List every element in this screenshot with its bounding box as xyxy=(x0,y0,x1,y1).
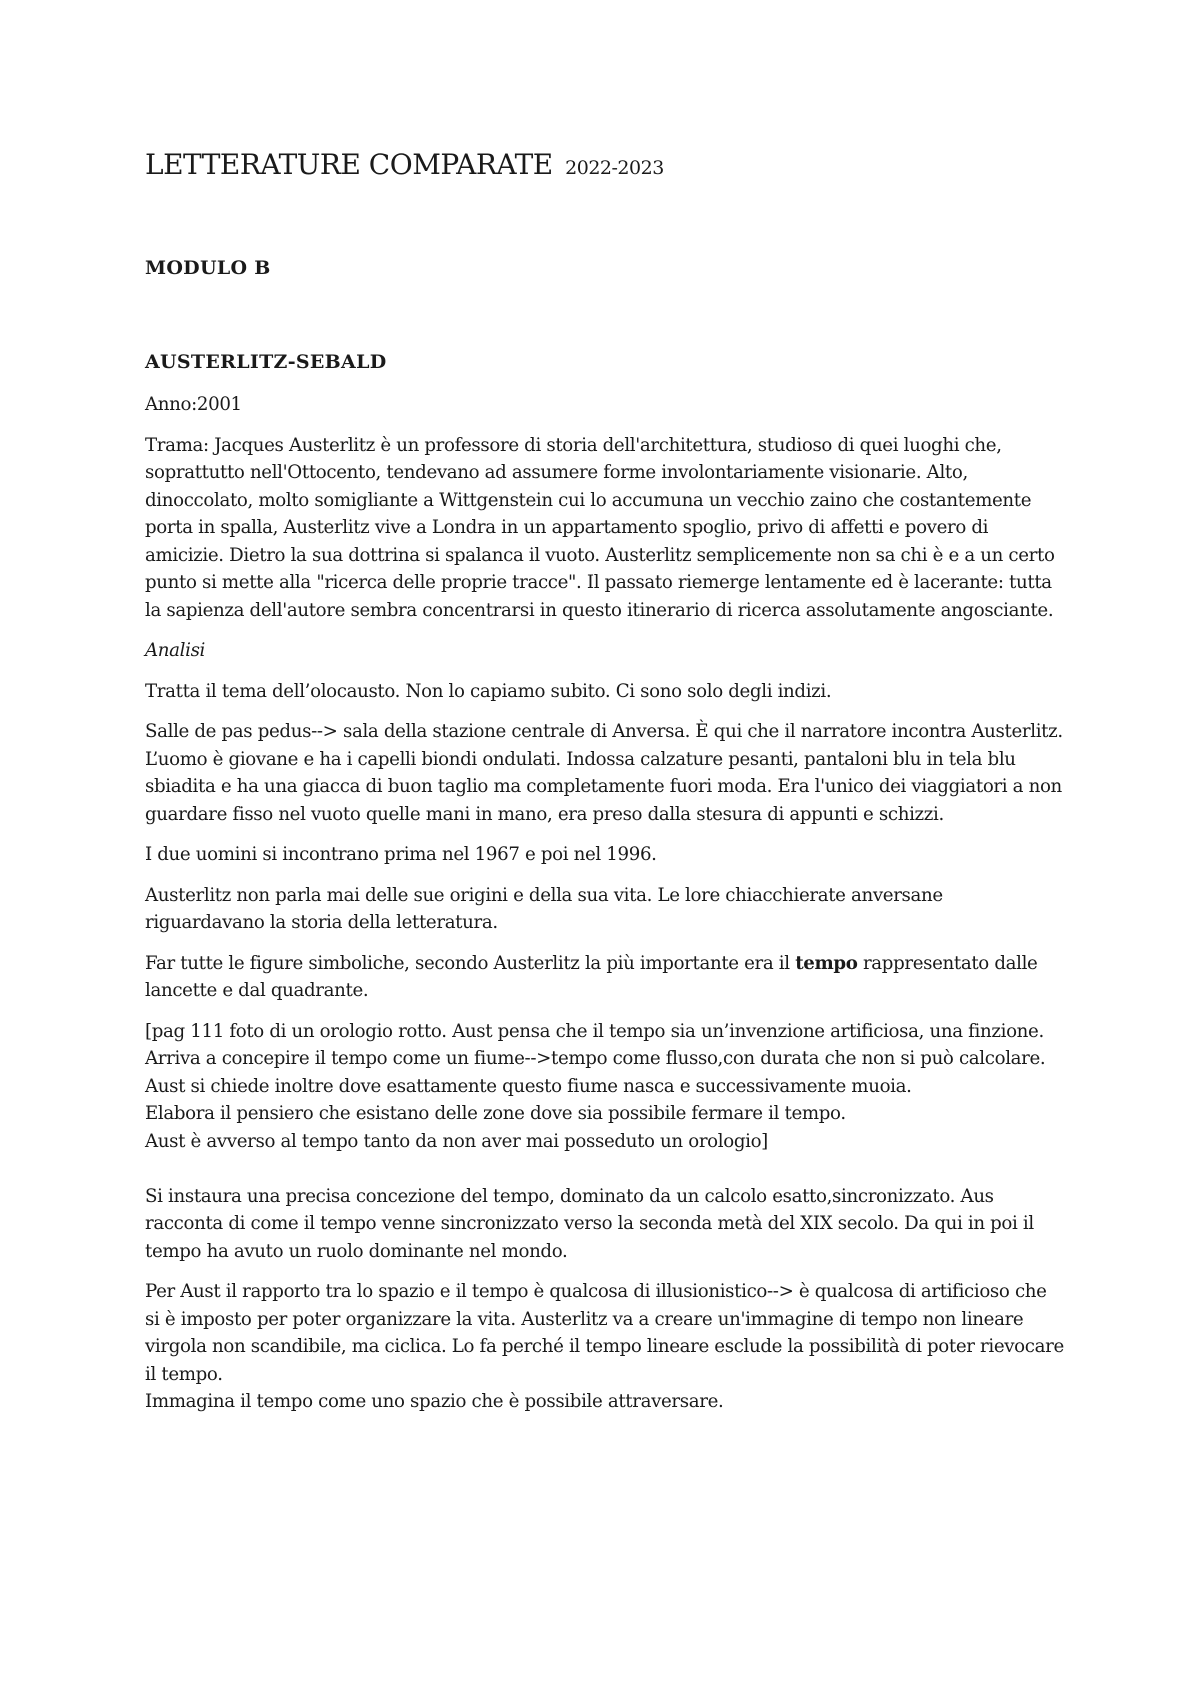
title-text: LETTERATURE COMPARATE xyxy=(145,148,553,181)
symbols-bold-term: tempo xyxy=(795,952,858,974)
clock-note-line-1: [pag 111 foto di un orologio rotto. Aust pensa che il tempo sia un’invenzione artificiosa, una finzione. Arriva a concepire il tempo come un fiume-->tempo come flusso,con durata che non si può calcolare. Aust si chiede inoltre dove esattamente questo fiume nasca e successivamente muoia. xyxy=(145,1020,1046,1097)
clock-note-line-2: Elabora il pensiero che esistano delle zone dove sia possibile fermare il tempo. xyxy=(145,1103,846,1124)
document-title xyxy=(145,148,1065,181)
paragraph-holocaust: Tratta il tema dell’olocausto. Non lo capiamo subito. Ci sono solo degli indizi. xyxy=(145,680,832,702)
symbols-text-before: Far tutte le figure simboliche, secondo Austerlitz la più importante era il xyxy=(145,952,796,974)
paragraph-clock-note xyxy=(145,1018,1065,1156)
symbols-text-after: rappresentato dalle lancette e dal quadrante. xyxy=(145,952,1038,1001)
paragraph-synchronization: Si instaura una precisa concezione del tempo, dominato da un calcolo esatto,sincronizzato. Aus racconta di come il tempo venne sincronizzato verso la seconda metà del XIX secolo. Da qui in poi il tempo ha avuto un ruolo dominante nel mondo. xyxy=(145,1185,1034,1262)
clock-note-line-3: Aust è avverso al tempo tanto da non aver mai posseduto un orologio] xyxy=(145,1130,768,1152)
paragraph-space-time xyxy=(145,1278,1065,1416)
section-heading: AUSTERLITZ-SEBALD xyxy=(145,351,387,373)
paragraph-meeting: Salle de pas pedus--> sala della stazione centrale di Anversa. È qui che il narratore incontra Austerlitz. L’uomo è giovane e ha i capelli biondi ondulati. Indossa calzature pesanti, pantaloni blu in tela blu sbiadita e ha una giacca di buon taglio ma completamente fuori moda. Era l'unico dei viaggiatori a non guardare fisso nel vuoto quelle mani in mano, era preso dalla stesura di appunti e schizzi. xyxy=(145,721,1063,825)
module-heading: MODULO B xyxy=(145,257,271,279)
year-paragraph: Anno:2001 xyxy=(145,394,242,415)
paragraph-dates: I due uomini si incontrano prima nel 1967 e poi nel 1996. xyxy=(145,844,657,865)
space-time-line-1: Per Aust il rapporto tra lo spazio e il tempo è qualcosa di illusionistico--> è qualcosa di artificioso che si è imposto per poter organizzare la vita. Austerlitz va a creare un'immagine di tempo non lineare virgola non scandibile, ma ciclica. Lo fa perché il tempo lineare esclude la possibilità di poter rievocare il tempo. xyxy=(145,1281,1064,1385)
academic-year: 2022-2023 xyxy=(565,157,664,179)
paragraph-origins: Austerlitz non parla mai delle sue origini e della sua vita. Le lore chiacchierate anversane riguardavano la storia della letteratura. xyxy=(145,884,943,933)
space-time-line-2: Immagina il tempo come uno spazio che è possibile attraversare. xyxy=(145,1391,724,1412)
plot-paragraph: Trama: Jacques Austerlitz è un professore di storia dell'architettura, studioso di quei luoghi che, soprattutto nell'Ottocento, tendevano ad assumere forme involontariamente visionarie. Alto, dinoccolato, molto somigliante a Wittgenstein cui lo accumuna un vecchio zaino che costantemente porta in spalla, Austerlitz vive a Londra in un appartamento spoglio, privo di affetti e povero di amicizie. Dietro la sua dottrina si spalanca il vuoto. Austerlitz semplicemente non sa chi è e a un certo punto si mette alla "ricerca delle proprie tracce". Il passato riemerge lentamente ed è lacerante: tutta la sapienza dell'autore sembra concentrarsi in questo itinerario di ricerca assolutamente angosciante. xyxy=(145,434,1055,621)
document-page xyxy=(145,148,1065,1416)
analysis-heading: Analisi xyxy=(145,640,206,661)
paragraph-symbols xyxy=(145,950,1065,1005)
